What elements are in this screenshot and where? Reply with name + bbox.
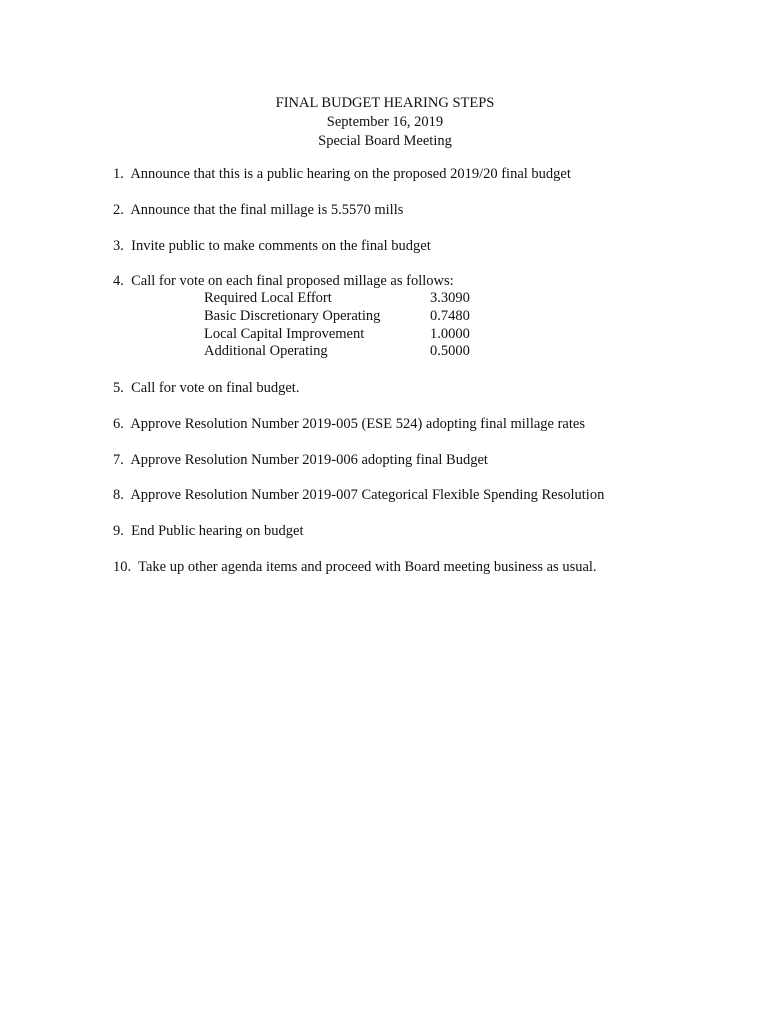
millage-value: 3.3090 xyxy=(430,290,470,306)
step-number: 5. xyxy=(113,380,124,396)
meeting-type: Special Board Meeting xyxy=(318,133,452,149)
step-text: Approve Resolution Number 2019-007 Categorical Flexible Spending Resolution xyxy=(130,487,605,503)
step-9 xyxy=(113,522,303,540)
step-number: 9. xyxy=(113,523,124,539)
step-1 xyxy=(113,165,571,183)
document-title: FINAL BUDGET HEARING STEPS xyxy=(275,95,495,111)
step-number: 2. xyxy=(113,202,124,218)
step-number: 10. xyxy=(113,559,132,575)
millage-value: 1.0000 xyxy=(430,325,470,342)
step-3 xyxy=(113,237,431,255)
document-header xyxy=(0,94,770,151)
step-text: Call for vote on final budget. xyxy=(131,380,300,396)
step-text: Call for vote on each final proposed millage as follows: xyxy=(131,273,454,289)
step-5 xyxy=(113,379,299,397)
step-text: Take up other agenda items and proceed with Board meeting business as usual. xyxy=(138,559,597,575)
step-number: 6. xyxy=(113,416,124,432)
step-text: Announce that this is a public hearing on the proposed 2019/20 final budget xyxy=(130,166,571,182)
step-text: Invite public to make comments on the final budget xyxy=(131,238,431,254)
step-2 xyxy=(113,201,403,219)
step-8 xyxy=(113,486,604,504)
millage-name: Basic Discretionary Operating xyxy=(204,307,381,324)
step-4 xyxy=(113,272,454,290)
step-text: Announce that the final millage is 5.5570 mills xyxy=(130,202,404,218)
step-number: 7. xyxy=(113,452,124,468)
step-10 xyxy=(113,558,597,576)
step-7 xyxy=(113,451,488,469)
step-number: 1. xyxy=(113,166,124,182)
step-6 xyxy=(113,415,585,433)
millage-name: Local Capital Improvement xyxy=(204,325,365,342)
document-date: September 16, 2019 xyxy=(326,114,444,130)
step-text: End Public hearing on budget xyxy=(131,523,304,539)
millage-name: Required Local Effort xyxy=(204,290,332,306)
step-text: Approve Resolution Number 2019-005 (ESE 524) adopting final millage rates xyxy=(130,416,585,432)
step-number: 3. xyxy=(113,238,124,254)
step-number: 4. xyxy=(113,273,124,289)
millage-value: 0.5000 xyxy=(430,343,470,360)
step-text: Approve Resolution Number 2019-006 adopting final Budget xyxy=(130,452,488,468)
step-number: 8. xyxy=(113,487,124,503)
millage-value: 0.7480 xyxy=(430,307,470,324)
millage-name: Additional Operating xyxy=(204,343,328,360)
